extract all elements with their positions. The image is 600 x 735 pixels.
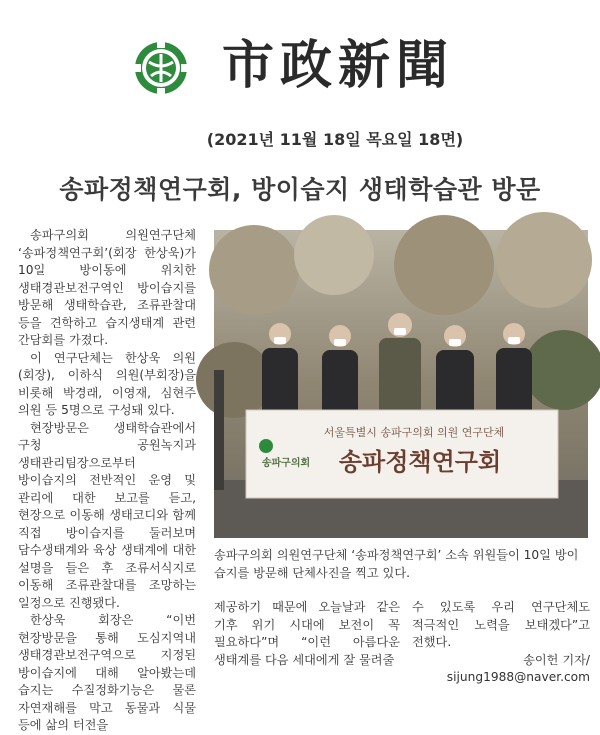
- body-paragraph: 수 있도록 우리 연구단체도 적극적인 노력을 보태겠다”고 전했다.: [412, 600, 590, 649]
- banner-subtitle: 서울특별시 송파구의회 의원 연구단체: [323, 426, 505, 439]
- banner-title: 송파정책연구회: [338, 448, 502, 476]
- body-paragraph: 한상욱 회장은 “이번 현장방문을 통해 도심지역내 생태경관보전구역으로 지정된 방이습지에 대해 알아봤는데 습지는 수질정화기능은 물론 자연재해를 막고 동물과 식물 등에 삶의 터전을: [18, 613, 196, 732]
- photo-caption: 송파구의회 의원연구단체 ‘송파정책연구회’ 소속 위원들이 10일 방이습지를 방문해 단체사진을 찍고 있다.: [214, 548, 579, 580]
- body-paragraph: 이 연구단체는 한상욱 의원(회장), 이하식 의원(부회장)을 비롯해 박경래, 이영재, 심현주 의원 등 5명으로 구성돼 있다.: [18, 350, 196, 417]
- newspaper-title: 市政新聞: [222, 35, 455, 96]
- songpa-logo-icon: [133, 40, 189, 96]
- article-body-right-column: [412, 599, 590, 684]
- article-body-mid-column: [214, 599, 400, 675]
- banner-logo-icon: [259, 439, 273, 453]
- group-photo: [214, 230, 588, 538]
- article-headline: 송파정책연구회, 방이습지 생태학습관 방문: [59, 175, 541, 204]
- reporter-byline: 송이헌 기자/: [523, 652, 590, 667]
- body-paragraph: 송파구의회 의원연구단체 ‘송파정책연구회’(회장 한상욱)가 10일 방이동에 위치한 생태경관보전구역인 방이습지를 방문해 생태학습관, 조류관찰대 등을 견학하고 습지생태계 관련 간담회를 가졌다.: [18, 228, 196, 347]
- masthead: [0, 0, 600, 120]
- body-paragraph: 현장방문은 생태학습관에서 구청 공원녹지과 생태관리팀장으로부터 방이습지의 전반적인 운영 및 관리에 대한 보고를 듣고, 현장으로 이동해 생태코디와 함께 직접 방이습지를 둘러보며 담수생태계와 육상 생태계에 대한 설명을 들은 후 조류서식지로 이동해 조류관찰대를 조망하는 일정으로 진행됐다.: [18, 420, 196, 610]
- banner-org: 송파구의회: [261, 458, 311, 469]
- publication-date: (2021년 11월 18일 목요일 18면): [206, 130, 464, 149]
- article-body-left-column: [18, 227, 196, 732]
- body-paragraph: 제공하기 때문에 오늘날과 같은 기후 위기 시대에 보전이 꼭 필요하다”며 “이런 아름다운 생태계를 다음 세대에게 잘 물려줄: [214, 600, 400, 667]
- reporter-email: sijung1988@naver.com: [446, 670, 590, 684]
